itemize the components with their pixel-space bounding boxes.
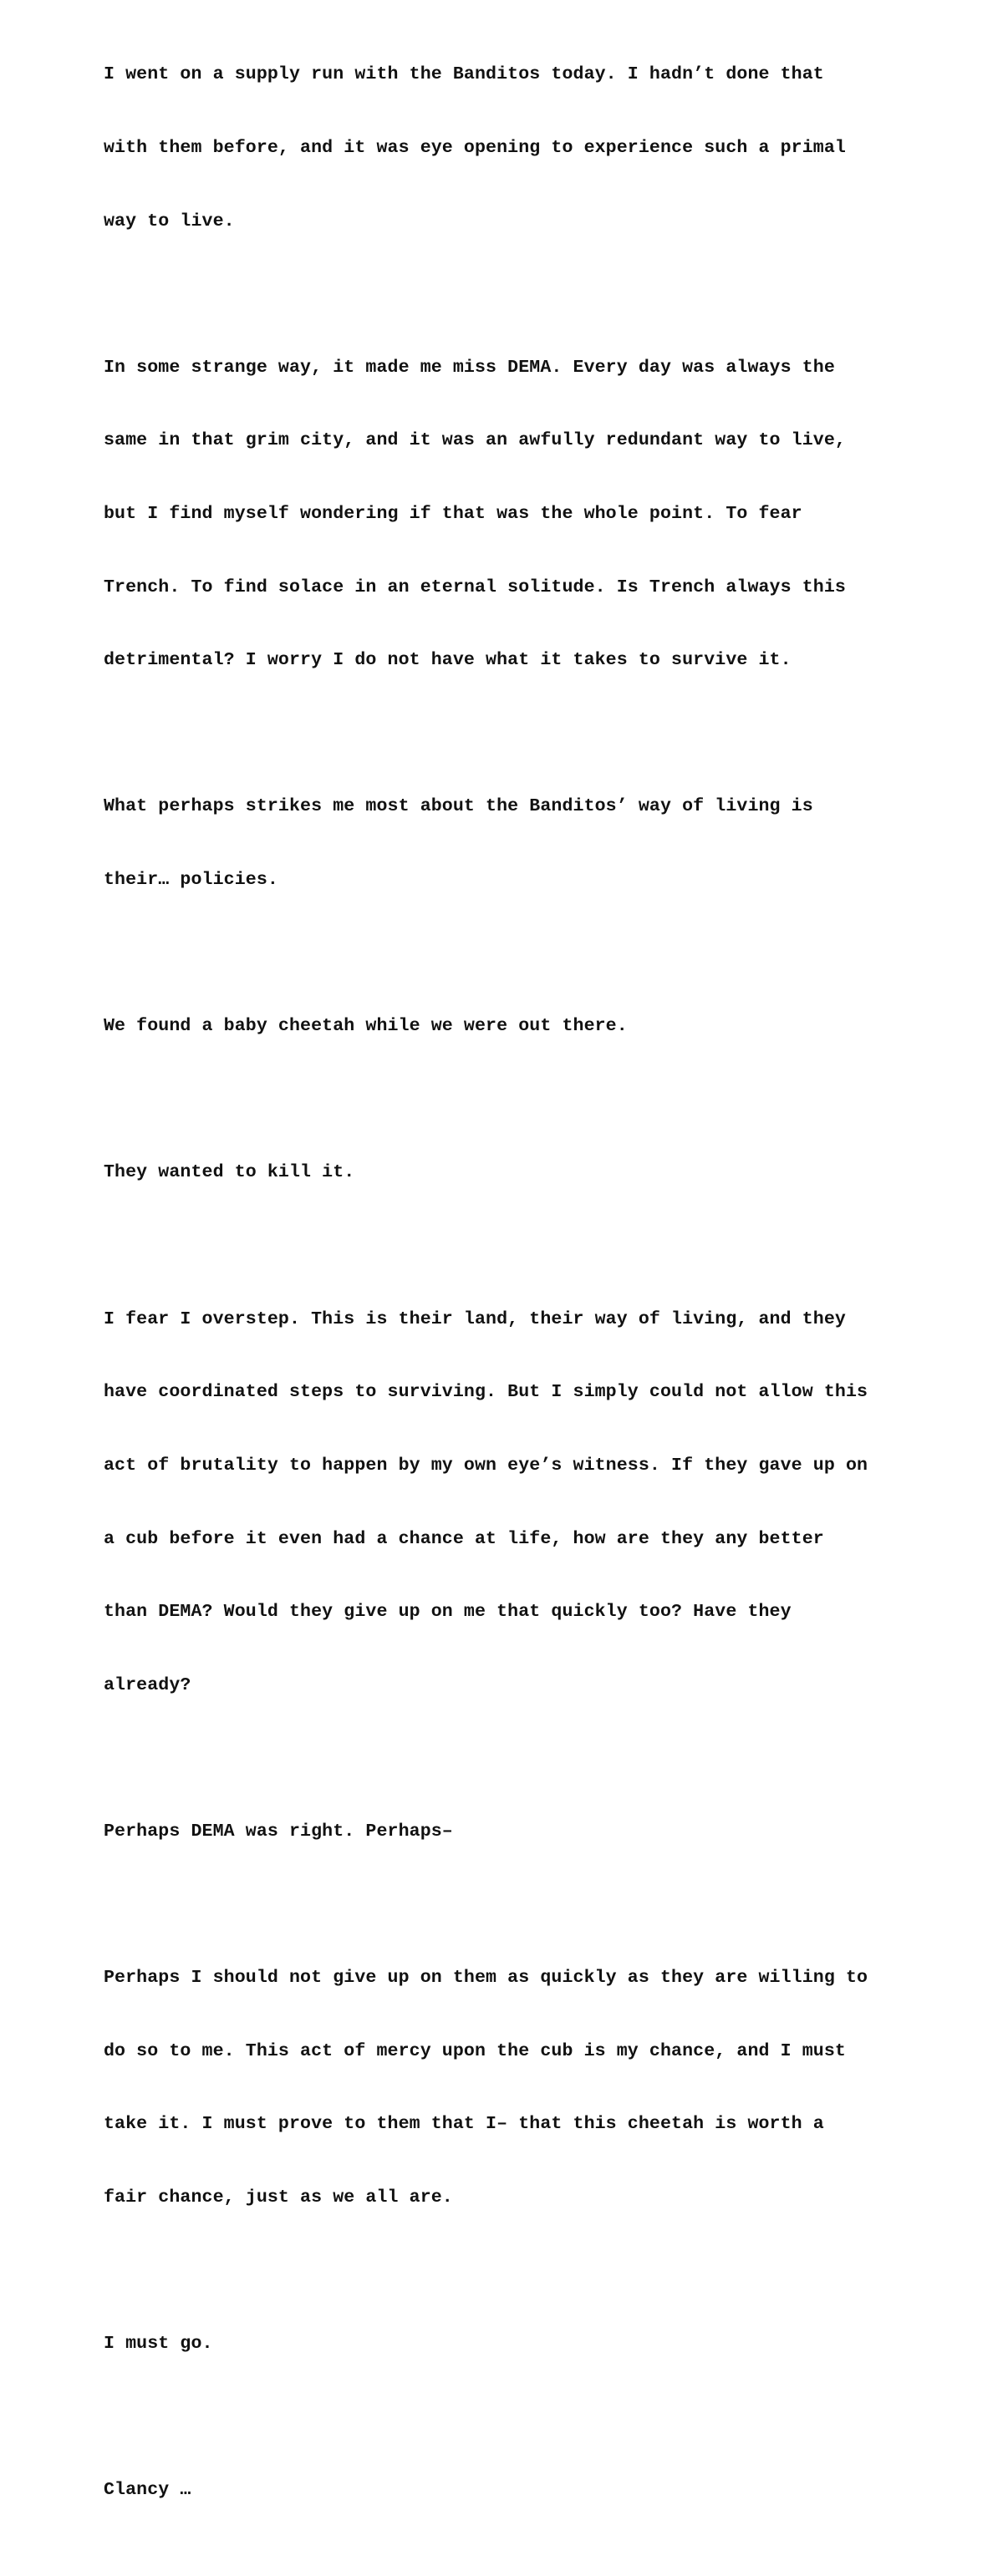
text-line: They wanted to kill it. — [104, 1162, 355, 1183]
paragraph-mercy — [104, 1918, 939, 2259]
text-line: than DEMA? Would they give up on me that quickly too? Have they — [104, 1602, 792, 1623]
text-line: Perhaps I should not give up on them as quickly as they are willing to — [104, 1968, 868, 1989]
text-line: We found a baby cheetah while we were out there. — [104, 1016, 628, 1037]
signature — [104, 2430, 939, 2552]
text-line: I fear I overstep. This is their land, their way of living, and they — [104, 1308, 846, 1329]
text-line: Perhaps DEMA was right. Perhaps– — [104, 1821, 453, 1842]
text-line: detrimental? I worry I do not have what it takes to survive it. — [104, 650, 792, 671]
text-line: already? — [104, 1674, 191, 1695]
text-line: Trench. To find solace in an eternal solitude. Is Trench always this — [104, 577, 846, 597]
text-line: do so to me. This act of mercy upon the cub is my chance, and I must — [104, 2040, 846, 2061]
paragraph-baby-cheetah — [104, 966, 939, 1088]
signature-text: Clancy … — [104, 2480, 191, 2501]
paragraph-policies — [104, 746, 939, 942]
paragraph-miss-dema — [104, 307, 939, 721]
paragraph-must-go — [104, 2284, 939, 2406]
text-line: same in that grim city, and it was an awfully redundant way to live, — [104, 430, 846, 451]
text-line: but I find myself wondering if that was the whole point. To fear — [104, 504, 802, 525]
text-line: take it. I must prove to them that I– that this cheetah is worth a — [104, 2114, 824, 2135]
text-line: I must go. — [104, 2334, 213, 2355]
text-line: In some strange way, it made me miss DEMA. Every day was always the — [104, 357, 835, 378]
text-line: with them before, and it was eye opening to experience such a primal — [104, 138, 846, 159]
text-line: have coordinated steps to surviving. But I simply could not allow this — [104, 1382, 868, 1403]
paragraph-kill-it — [104, 1112, 939, 1234]
text-line: way to live. — [104, 211, 235, 231]
letter-body — [104, 14, 939, 2576]
paragraph-dema-right — [104, 1771, 939, 1893]
text-line: I went on a supply run with the Banditos today. I hadn’t done that — [104, 64, 824, 85]
text-line: fair chance, just as we all are. — [104, 2187, 453, 2208]
paragraph-overstep — [104, 1258, 939, 1746]
text-line: their… policies. — [104, 870, 278, 891]
text-line: act of brutality to happen by my own eye’s witness. If they gave up on — [104, 1455, 868, 1476]
text-line: What perhaps strikes me most about the Banditos’ way of living is — [104, 796, 813, 817]
text-line: a cub before it even had a chance at life, how are they any better — [104, 1528, 824, 1549]
paragraph-supply-run — [104, 14, 939, 282]
